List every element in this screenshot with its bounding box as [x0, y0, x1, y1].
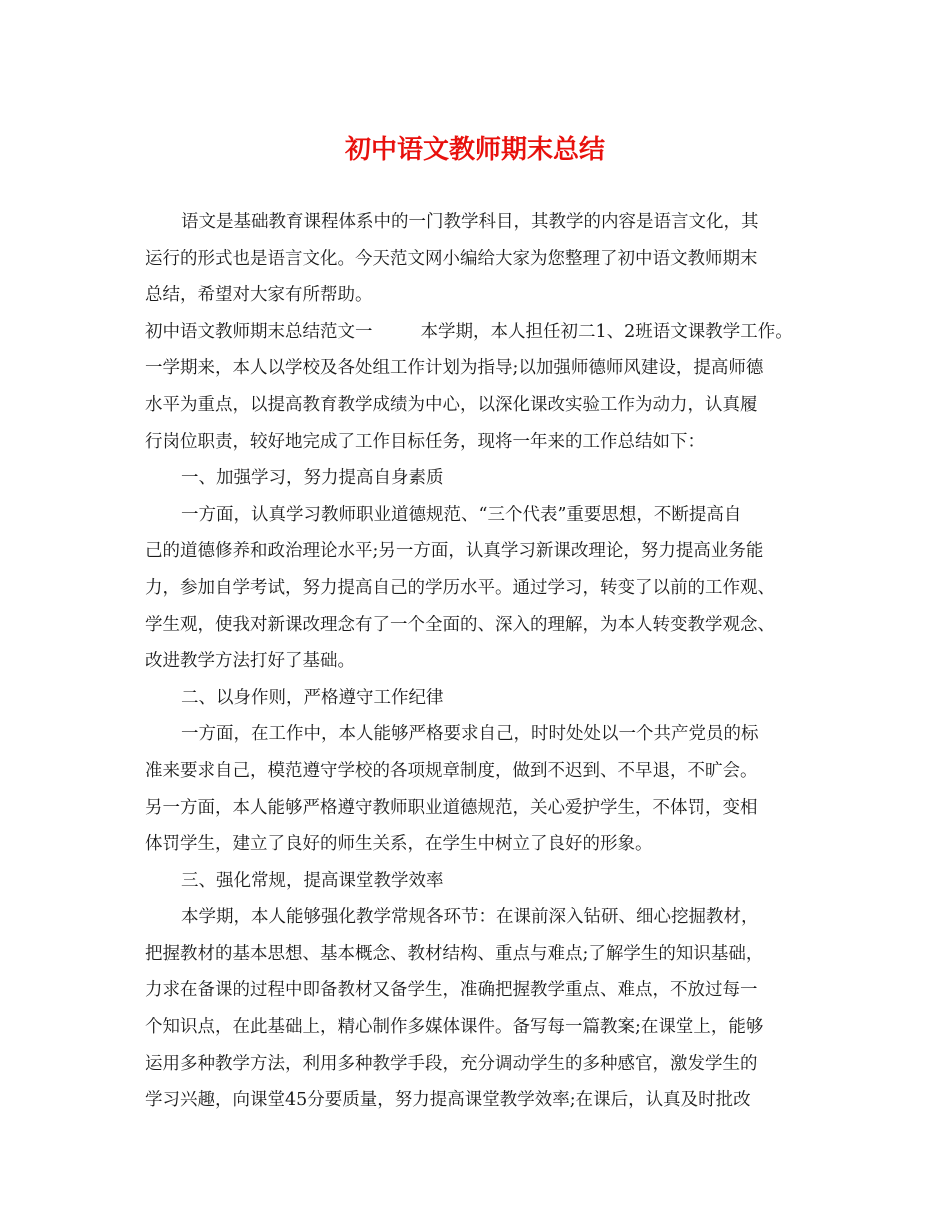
- body-line-text: 运用多种教学方法，利用多种教学手段，充分调动学生的多种感官，激发学生的: [145, 1053, 758, 1074]
- body-line-text: 运行的形式也是语言文化。今天范文网小编给大家为您整理了初中语文教师期末: [145, 248, 758, 269]
- body-line-text: 二、以身作则，严格遵守工作纪律: [181, 687, 444, 708]
- body-line: [145, 277, 815, 314]
- body-line-text: 改进教学方法打好了基础。: [145, 651, 355, 672]
- body-line-text: 一方面，认真学习教师职业道德规范、“三个代表”重要思想，不断提高自: [181, 504, 742, 525]
- body-line-text: 个知识点，在此基础上，精心制作多媒体课件。备写每一篇教案;在课堂上，能够: [145, 1017, 764, 1038]
- body-line: [145, 533, 815, 570]
- body-line-tail: 本学期，本人担任初二1、2班语文课教学工作。: [420, 321, 793, 342]
- body-line-text: 水平为重点，以提高教育教学成绩为中心，以深化课改实验工作为动力，认真履: [145, 394, 758, 415]
- body-line: [145, 607, 815, 644]
- body-line-text: 体罚学生，建立了良好的师生关系，在学生中树立了良好的形象。: [145, 834, 653, 855]
- body-line: [145, 387, 815, 424]
- body-line: [145, 863, 815, 900]
- body-line: [145, 460, 815, 497]
- body-line: [145, 753, 815, 790]
- body-line-text: 准来要求自己，模范遵守学校的各项规章制度，做到不迟到、不早退，不旷会。: [145, 760, 758, 781]
- body-line: [145, 241, 815, 278]
- body-line: [145, 497, 815, 534]
- body-line-text: 一学期来，本人以学校及各处组工作计划为指导;以加强师德师风建设，提高师德: [145, 358, 764, 379]
- body-line-text: 学生观，使我对新课改理念有了一个全面的、深入的理解，为本人转变教学观念、: [145, 614, 775, 635]
- body-line: [145, 936, 815, 973]
- body-line-text: 行岗位职责，较好地完成了工作目标任务，现将一年来的工作总结如下：: [145, 431, 705, 452]
- body-line: [145, 826, 815, 863]
- body-line-text: 本学期，本人能够强化教学常规各环节：在课前深入钻研、细心挖掘教材，: [181, 907, 759, 928]
- body-line: [145, 350, 815, 387]
- body-line-text: 己的道德修养和政治理论水平;另一方面，认真学习新课改理论，努力提高业务能: [145, 541, 764, 562]
- body-line-text: 一方面，在工作中，本人能够严格要求自己，时时处处以一个共产党员的标: [181, 724, 759, 745]
- body-line: [145, 424, 815, 461]
- body-line: [145, 972, 815, 1009]
- body-line: [145, 716, 815, 753]
- body-line: [145, 1046, 815, 1083]
- body-line-text: 语文是基础教育课程体系中的一门教学科目，其教学的内容是语言文化，其: [181, 212, 759, 232]
- body-line: [145, 314, 815, 351]
- body-line: [145, 1009, 815, 1046]
- body-line: [145, 1082, 815, 1119]
- body-line-text: 把握教材的基本思想、基本概念、教材结构、重点与难点;了解学生的知识基础，: [145, 943, 764, 964]
- body-line: [145, 204, 815, 241]
- body-line-text: 另一方面，本人能够严格遵守教师职业道德规范，关心爱护学生，不体罚，变相: [145, 797, 758, 818]
- body-line: [145, 570, 815, 607]
- body-line: [145, 899, 815, 936]
- body-line: [145, 790, 815, 827]
- body-line-text: 力求在备课的过程中即备教材又备学生，准确把握教学重点、难点，不放过每一: [145, 980, 758, 1001]
- body-line-text: 一、加强学习，努力提高自身素质: [181, 468, 444, 489]
- body-line-text: 学习兴趣，向课堂45分要质量，努力提高课堂教学效率;在课后，认真及时批改: [145, 1090, 751, 1111]
- body-line-text: 总结，希望对大家有所帮助。: [145, 285, 373, 306]
- document-title: 初中语文教师期末总结: [344, 135, 605, 165]
- body-line-text: 三、强化常规，提高课堂教学效率: [181, 870, 444, 891]
- document-body: [145, 204, 815, 1119]
- body-line: [145, 643, 815, 680]
- body-line: [145, 680, 815, 717]
- body-line-text: 力，参加自学考试，努力提高自己的学历水平。通过学习，转变了以前的工作观、: [145, 577, 775, 598]
- body-line-text: 初中语文教师期末总结范文一: [145, 321, 373, 342]
